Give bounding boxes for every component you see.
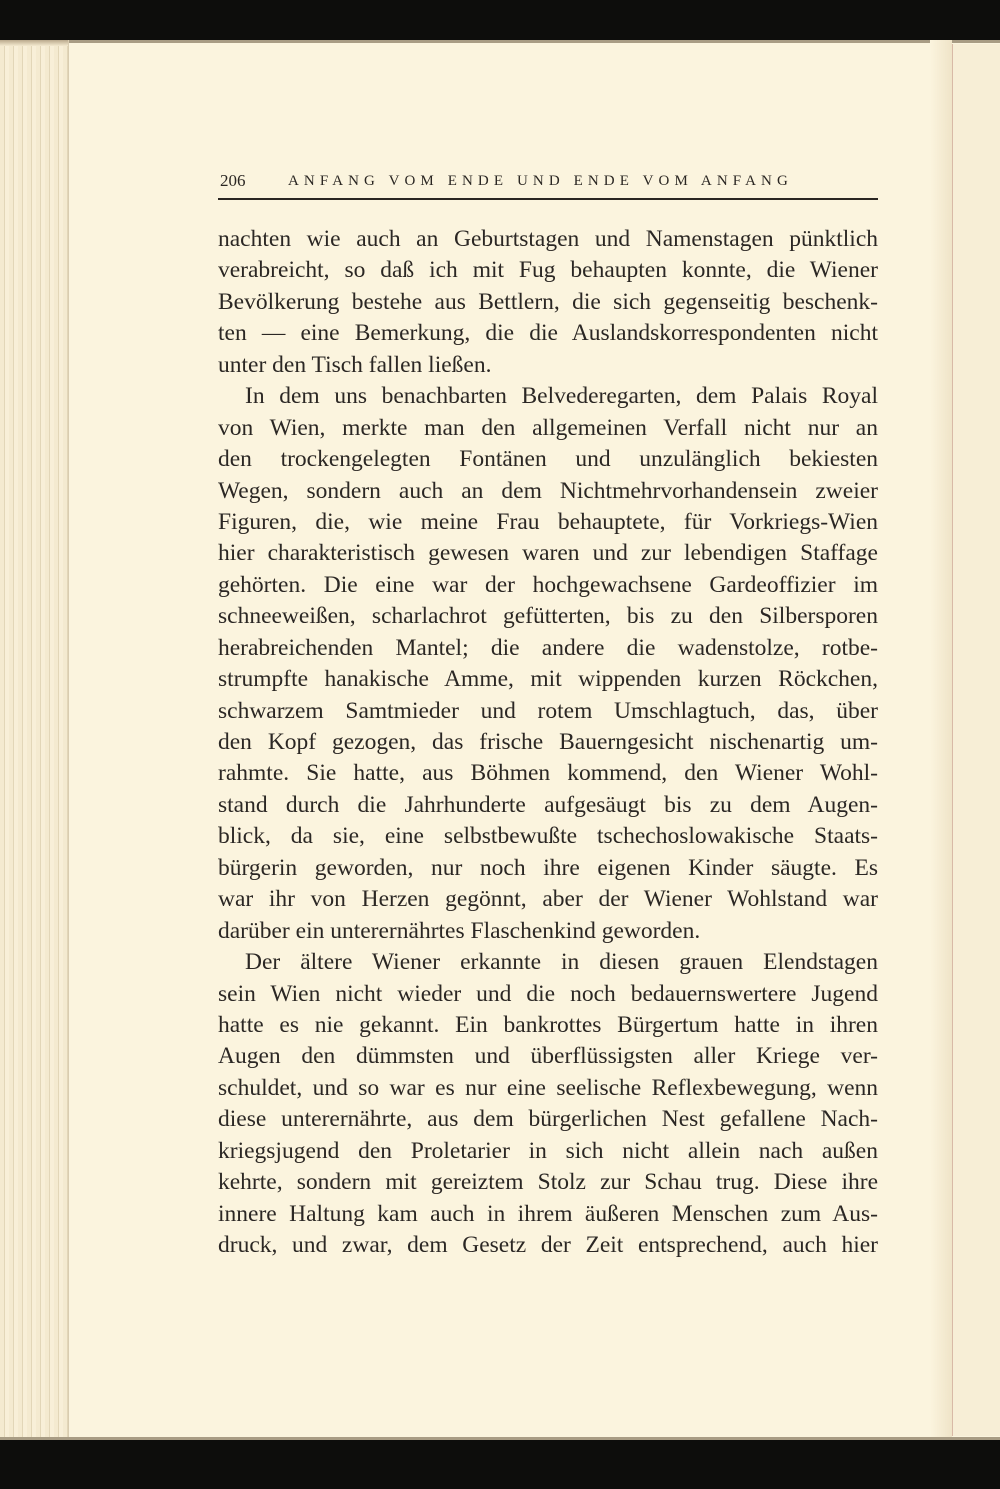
- text-line: den Kopf gezogen, das frische Bauerngesicht nischenartig um-: [218, 729, 878, 755]
- text-line: schuldet, und so war es nur eine seelische Reflexbewegung, wenn: [218, 1074, 878, 1101]
- text-line: herabreichenden Mantel; die andere die wadenstolze, rotbe-: [218, 634, 878, 661]
- paragraph: [218, 947, 878, 1261]
- paragraph: [218, 381, 878, 947]
- text-line: innere Haltung kam auch in ihrem äußeren Menschen zum Aus-: [218, 1200, 878, 1227]
- text-line: darüber ein unterernährtes Flaschenkind geworden.: [218, 917, 701, 944]
- text-line: unter den Tisch fallen ließen.: [218, 351, 492, 378]
- text-line: von Wien, merkte man den allgemeinen Verfall nicht nur an: [218, 414, 878, 441]
- text-line: strumpfte hanakische Amme, mit wippenden kurzen Röckchen,: [218, 666, 878, 693]
- text-line: In dem uns benachbarten Belvederegarten, dem Palais Royal: [245, 383, 878, 410]
- text-line: bürgerin geworden, nur noch ihre eigenen Kinder säugte. Es: [218, 854, 878, 881]
- text-line: Bevölkerung bestehe aus Bettlern, die sich gegenseitig beschenk-: [218, 288, 878, 315]
- page-gutter: [930, 40, 952, 1440]
- text-line: Der ältere Wiener erkannte in diesen grauen Elendstagen: [245, 949, 878, 976]
- page-bottom-edge: [0, 1437, 1000, 1440]
- stacked-page-edges: [0, 40, 69, 1440]
- text-line: kriegsjugend den Proletarier in sich nicht allein nach außen: [218, 1137, 878, 1164]
- text-line: war ihr von Herzen gegönnt, aber der Wiener Wohlstand war: [218, 886, 878, 913]
- text-line: schneeweißen, scharlachrot gefütterten, bis zu den Silbersporen: [218, 603, 878, 630]
- text-line: schwarzem Samtmieder und rotem Umschlagtuch, das, über: [218, 697, 878, 724]
- facing-page-edge: [952, 44, 1000, 1436]
- paragraph: [218, 224, 878, 381]
- text-line: verabreicht, so daß ich mit Fug behaupten konnte, die Wiener: [218, 257, 878, 284]
- running-header: [218, 166, 878, 200]
- text-line: blick, da sie, eine selbstbewußte tschechoslowakische Staats-: [218, 823, 878, 850]
- page-top-edge: [0, 40, 1000, 43]
- page-number: 206: [220, 171, 246, 190]
- text-line: Wegen, sondern auch an dem Nichtmehrvorhandensein zweier: [218, 477, 878, 504]
- running-title: ANFANG VOM ENDE UND ENDE VOM ANFANG: [288, 173, 793, 189]
- text-line: kehrte, sondern mit gereiztem Stolz zur Schau trug. Diese ihre: [218, 1169, 878, 1196]
- text-line: diese unterernährte, aus dem bürgerlichen Nest gefallene Nach-: [218, 1106, 878, 1133]
- text-line: druck, und zwar, dem Gesetz der Zeit entsprechend, auch hier: [218, 1232, 878, 1258]
- text-line: den trockengelegten Fontänen und unzulänglich bekiesten: [218, 446, 878, 473]
- text-line: hier charakteristisch gewesen waren und zur lebendigen Staffage: [218, 540, 878, 567]
- text-line: stand durch die Jahrhunderte aufgesäugt bis zu dem Augen-: [218, 791, 878, 818]
- text-line: Figuren, die, wie meine Frau behauptete, für Vorkriegs-Wien: [218, 508, 878, 535]
- text-line: nachten wie auch an Geburtstagen und Namenstagen pünktlich: [218, 226, 878, 252]
- text-line: ten — eine Bemerkung, die die Auslandskorrespondenten nicht: [218, 320, 878, 347]
- text-line: gehörten. Die eine war der hochgewachsene Gardeoffizier im: [218, 571, 878, 598]
- body-text: [218, 224, 878, 1261]
- text-line: hatte es nie gekannt. Ein bankrottes Bürgertum hatte in ihren: [218, 1011, 878, 1038]
- text-line: rahmte. Sie hatte, aus Böhmen kommend, den Wiener Wohl-: [218, 760, 878, 787]
- text-line: Augen den dümmsten und überflüssigsten aller Kriege ver-: [218, 1043, 878, 1070]
- text-line: sein Wien nicht wieder und die noch bedauernswertere Jugend: [218, 980, 878, 1007]
